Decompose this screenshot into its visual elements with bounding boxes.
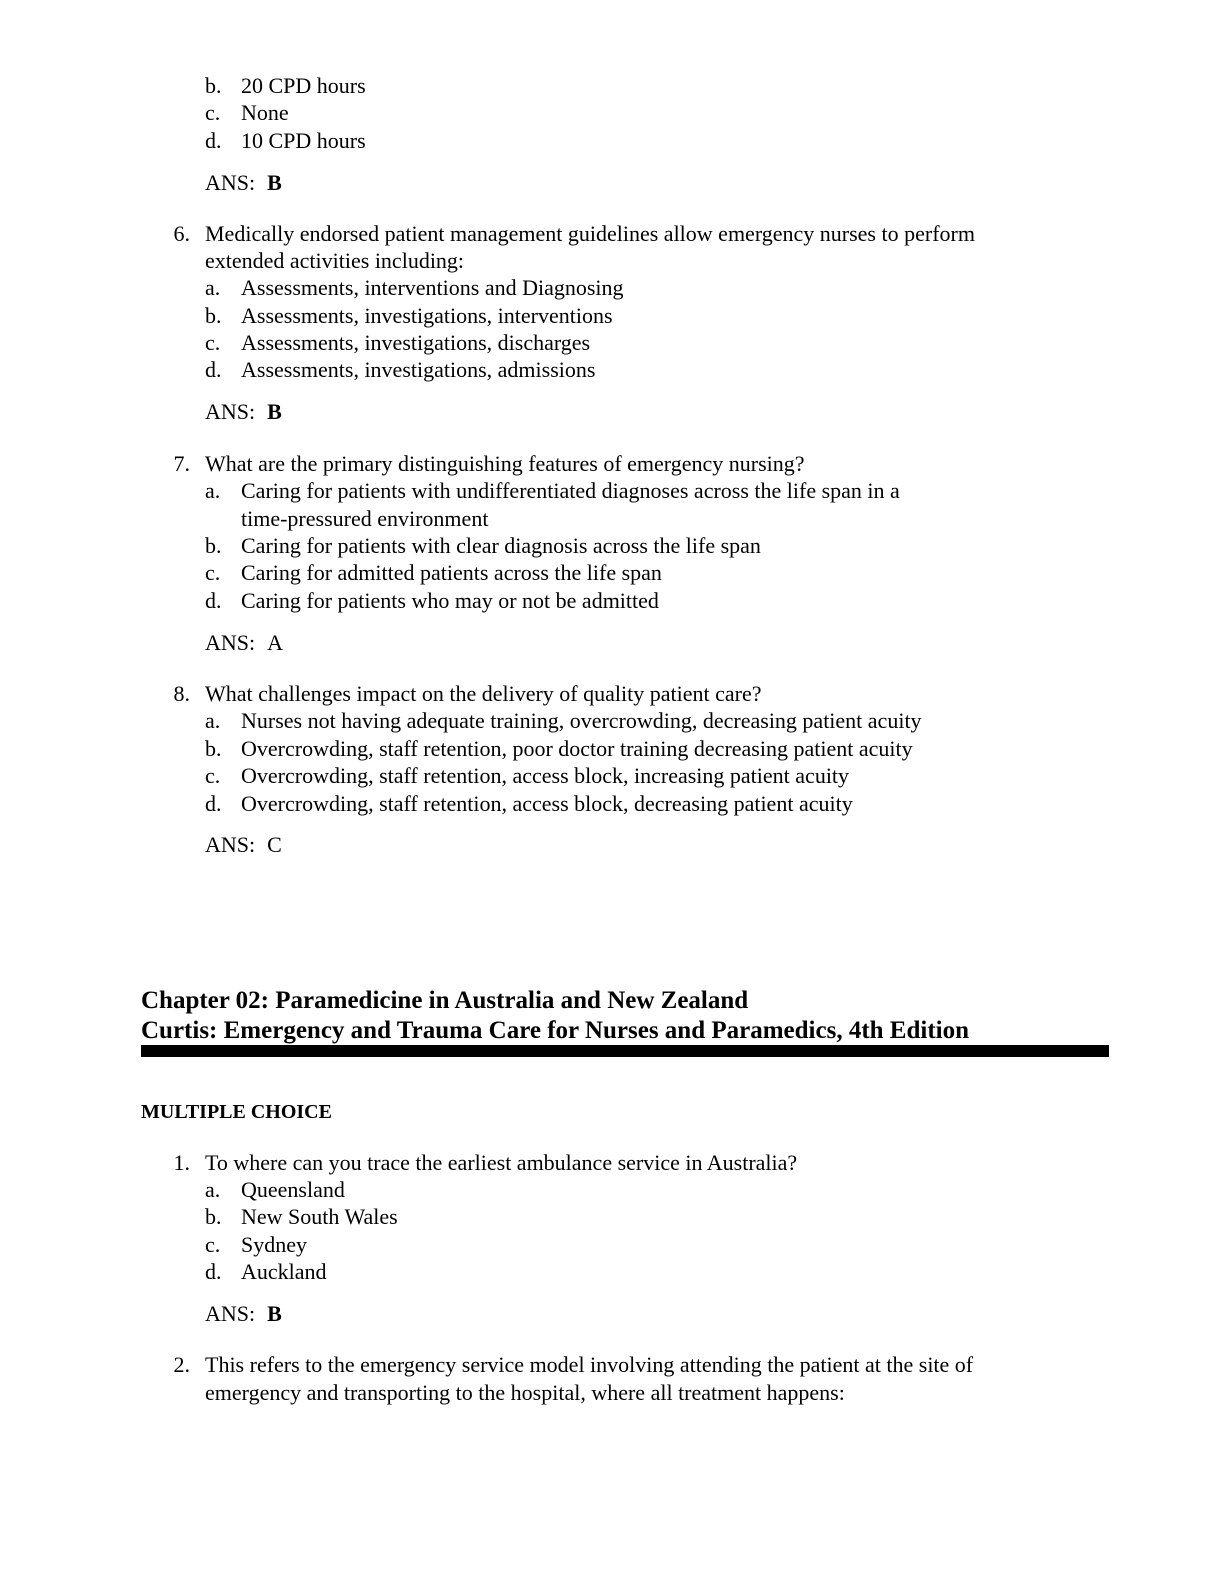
- option-text: Overcrowding, staff retention, poor doctor training decreasing patient acuity: [241, 736, 913, 761]
- answer-label: ANS:: [205, 399, 256, 424]
- option-text: Caring for patients with clear diagnosis across the life span: [241, 533, 761, 558]
- question-text: What are the primary distinguishing features of emergency nursing?: [205, 451, 805, 476]
- question-number: 8.: [173, 681, 190, 706]
- option-letter: c.: [205, 100, 221, 125]
- option-text: Caring for patients with undifferentiated diagnoses across the life span in a: [241, 478, 900, 503]
- option-letter: a.: [205, 478, 221, 503]
- question-text: Medically endorsed patient management guidelines allow emergency nurses to perform: [205, 221, 975, 246]
- answer-line: [205, 169, 282, 197]
- option-letter: b.: [205, 73, 222, 98]
- option-letter: c.: [205, 560, 221, 585]
- option-text: Assessments, investigations, admissions: [241, 357, 596, 382]
- option-letter: d.: [205, 128, 222, 153]
- option-letter: b.: [205, 303, 222, 328]
- answer-line: [205, 831, 282, 859]
- option-text: Overcrowding, staff retention, access block, decreasing patient acuity: [241, 791, 853, 816]
- answer-line: [205, 398, 282, 426]
- question-number: 2.: [173, 1352, 190, 1377]
- option-text: None: [241, 100, 289, 125]
- option-letter: a.: [205, 275, 221, 300]
- answer-label: ANS:: [205, 832, 256, 857]
- option-text: Caring for admitted patients across the life span: [241, 560, 662, 585]
- answer-key: B: [267, 1301, 282, 1326]
- option-letter: b.: [205, 1204, 222, 1229]
- option-letter: d.: [205, 588, 222, 613]
- header-rule: [141, 1045, 1109, 1057]
- question-text: To where can you trace the earliest ambulance service in Australia?: [205, 1150, 798, 1175]
- option-text: New South Wales: [241, 1204, 398, 1229]
- option-letter: a.: [205, 1177, 221, 1202]
- option-text: Sydney: [241, 1232, 307, 1257]
- section-heading: MULTIPLE CHOICE: [141, 1101, 332, 1123]
- option-text: Caring for patients who may or not be admitted: [241, 588, 659, 613]
- question-text: This refers to the emergency service model involving attending the patient at the site of: [205, 1352, 974, 1377]
- option-text: Assessments, investigations, interventions: [241, 303, 613, 328]
- option-letter: d.: [205, 1259, 222, 1284]
- option-letter: d.: [205, 791, 222, 816]
- question-number: 1.: [173, 1150, 190, 1175]
- question-number: 6.: [173, 221, 190, 246]
- question-text: extended activities including:: [205, 248, 465, 273]
- option-text-cont: time-pressured environment: [241, 506, 489, 531]
- option-letter: a.: [205, 708, 221, 733]
- option-text: Queensland: [241, 1177, 345, 1202]
- question-text: What challenges impact on the delivery of quality patient care?: [205, 681, 762, 706]
- option-text: Auckland: [241, 1259, 327, 1284]
- option-letter: b.: [205, 736, 222, 761]
- option-letter: b.: [205, 533, 222, 558]
- book-title: Curtis: Emergency and Trauma Care for Nurses and Paramedics, 4th Edition: [141, 1017, 969, 1044]
- answer-line: [205, 629, 283, 657]
- answer-label: ANS:: [205, 630, 256, 655]
- answer-label: ANS:: [205, 170, 256, 195]
- option-letter: c.: [205, 763, 221, 788]
- option-text: Assessments, interventions and Diagnosing: [241, 275, 624, 300]
- option-text: Assessments, investigations, discharges: [241, 330, 591, 355]
- answer-key: B: [267, 170, 282, 195]
- option-letter: c.: [205, 330, 221, 355]
- option-text: 20 CPD hours: [241, 73, 366, 98]
- question-number: 7.: [173, 451, 190, 476]
- option-text: Nurses not having adequate training, overcrowding, decreasing patient acuity: [241, 708, 922, 733]
- answer-key: A: [267, 630, 284, 655]
- option-text: 10 CPD hours: [241, 128, 366, 153]
- option-letter: c.: [205, 1232, 221, 1257]
- option-letter: d.: [205, 357, 222, 382]
- answer-key: C: [267, 832, 282, 857]
- answer-line: [205, 1300, 282, 1328]
- chapter-title: Chapter 02: Paramedicine in Australia and New Zealand: [141, 987, 749, 1014]
- answer-key: B: [267, 399, 282, 424]
- question-text: emergency and transporting to the hospital, where all treatment happens:: [205, 1380, 845, 1405]
- answer-label: ANS:: [205, 1301, 256, 1326]
- option-text: Overcrowding, staff retention, access block, increasing patient acuity: [241, 763, 850, 788]
